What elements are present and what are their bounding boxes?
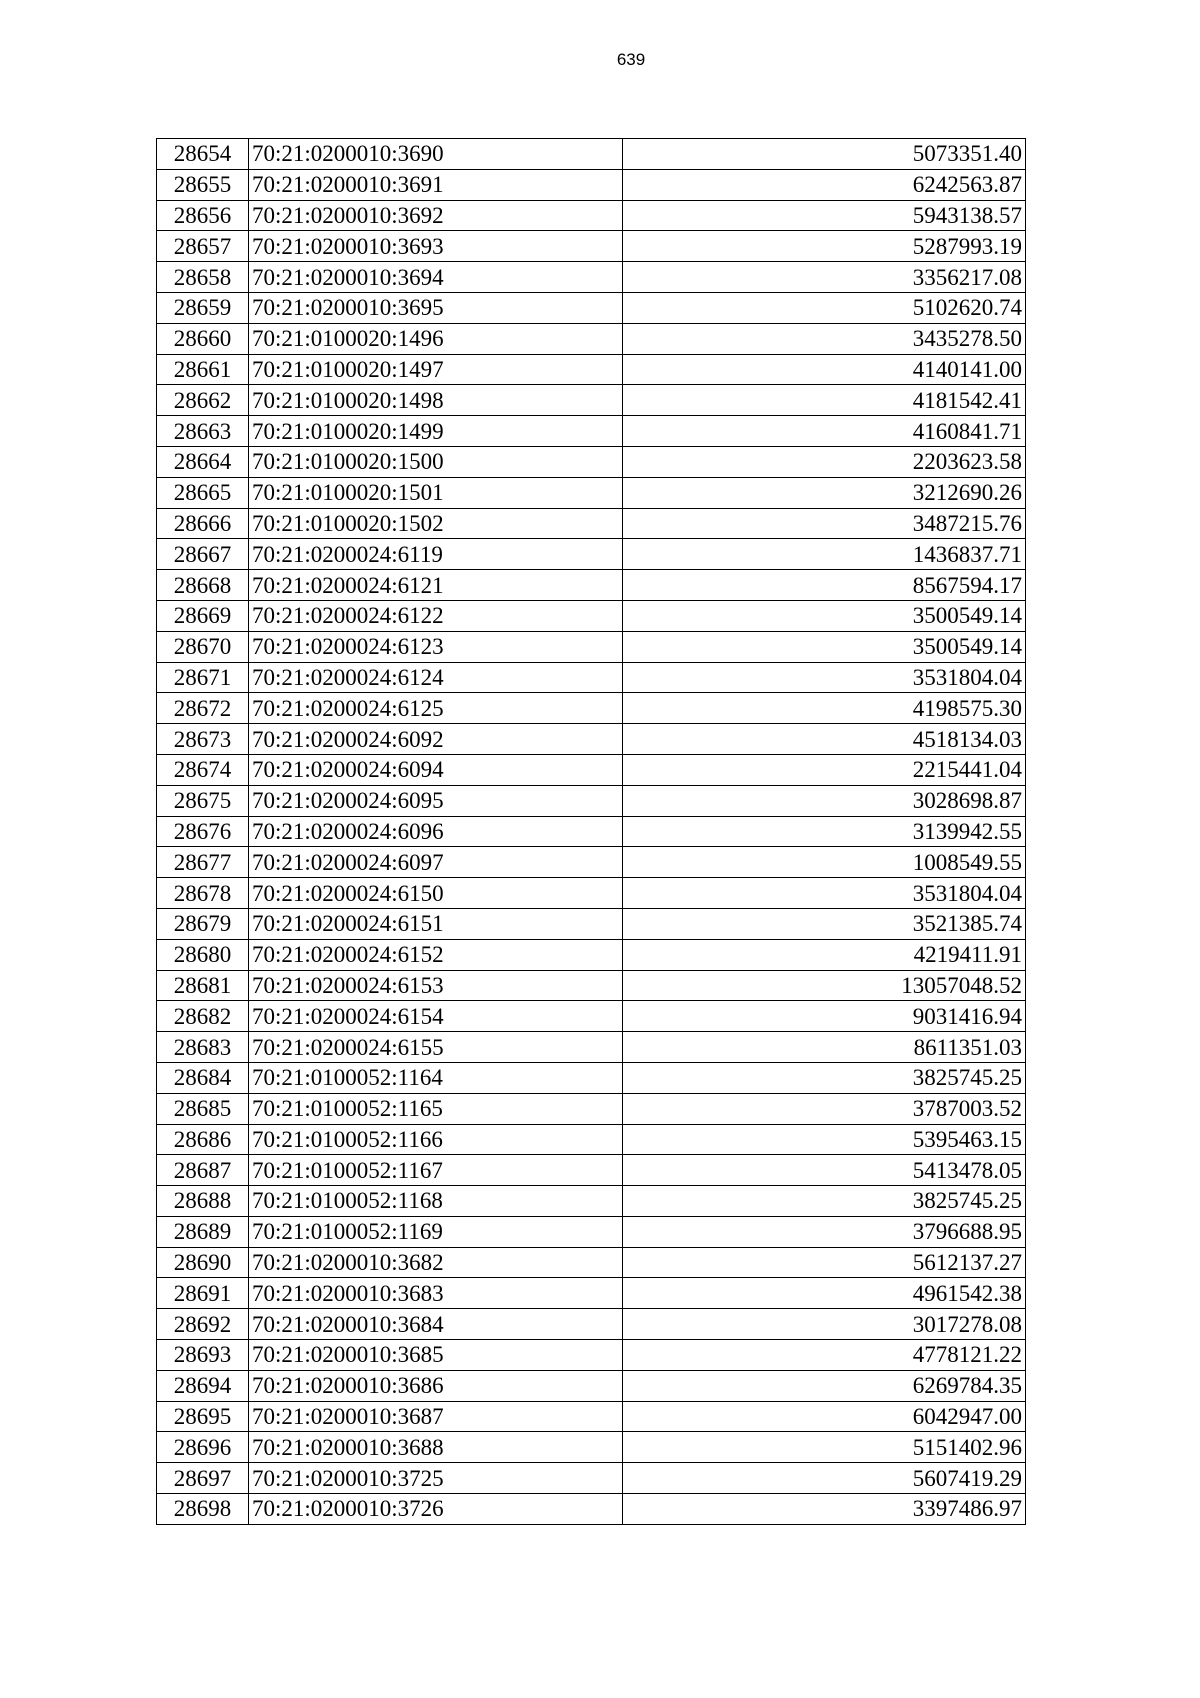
cadastral-number-cell: 70:21:0200010:3691	[249, 169, 623, 200]
cadastral-number-cell: 70:21:0200010:3682	[249, 1247, 623, 1278]
cadastral-number-cell: 70:21:0200010:3686	[249, 1370, 623, 1401]
cadastral-value-cell: 6042947.00	[623, 1401, 1026, 1432]
cadastral-value-cell: 5612137.27	[623, 1247, 1026, 1278]
cadastral-number-cell: 70:21:0200024:6155	[249, 1032, 623, 1063]
row-number-cell: 28655	[157, 169, 249, 200]
row-number-cell: 28686	[157, 1124, 249, 1155]
table-row	[157, 754, 1026, 785]
row-number-cell: 28668	[157, 570, 249, 601]
cadastral-value-cell: 5102620.74	[623, 292, 1026, 323]
cadastral-number-cell: 70:21:0200010:3725	[249, 1463, 623, 1494]
cadastral-value-cell: 5287993.19	[623, 231, 1026, 262]
table-row	[157, 816, 1026, 847]
row-number-cell: 28663	[157, 416, 249, 447]
cadastral-number-cell: 70:21:0200010:3726	[249, 1494, 623, 1525]
table-row	[157, 1001, 1026, 1032]
cadastral-number-cell: 70:21:0100020:1500	[249, 446, 623, 477]
cadastral-number-cell: 70:21:0200024:6097	[249, 847, 623, 878]
table-row	[157, 416, 1026, 447]
row-number-cell: 28664	[157, 446, 249, 477]
cadastral-number-cell: 70:21:0200010:3694	[249, 262, 623, 293]
row-number-cell: 28671	[157, 662, 249, 693]
row-number-cell: 28670	[157, 631, 249, 662]
cadastral-number-cell: 70:21:0100020:1499	[249, 416, 623, 447]
cadastral-value-cell: 5943138.57	[623, 200, 1026, 231]
cadastral-value-cell: 9031416.94	[623, 1001, 1026, 1032]
cadastral-value-cell: 3212690.26	[623, 477, 1026, 508]
table-row	[157, 1216, 1026, 1247]
table-row	[157, 724, 1026, 755]
cadastral-value-cell: 13057048.52	[623, 970, 1026, 1001]
cadastral-value-cell: 3487215.76	[623, 508, 1026, 539]
cadastral-number-cell: 70:21:0200024:6119	[249, 539, 623, 570]
cadastral-value-cell: 4778121.22	[623, 1340, 1026, 1371]
table-row	[157, 1370, 1026, 1401]
table-row	[157, 693, 1026, 724]
table-row	[157, 1155, 1026, 1186]
cadastral-number-cell: 70:21:0200010:3693	[249, 231, 623, 262]
row-number-cell: 28658	[157, 262, 249, 293]
cadastral-number-cell: 70:21:0100020:1502	[249, 508, 623, 539]
table-row	[157, 1340, 1026, 1371]
cadastral-number-cell: 70:21:0100020:1498	[249, 385, 623, 416]
cadastral-number-cell: 70:21:0200024:6121	[249, 570, 623, 601]
cadastral-value-cell: 4140141.00	[623, 354, 1026, 385]
row-number-cell: 28682	[157, 1001, 249, 1032]
row-number-cell: 28688	[157, 1186, 249, 1217]
cadastral-number-cell: 70:21:0200010:3695	[249, 292, 623, 323]
row-number-cell: 28691	[157, 1278, 249, 1309]
cadastral-value-cell: 5395463.15	[623, 1124, 1026, 1155]
table-row	[157, 200, 1026, 231]
row-number-cell: 28665	[157, 477, 249, 508]
table-row	[157, 600, 1026, 631]
row-number-cell: 28659	[157, 292, 249, 323]
table-row	[157, 847, 1026, 878]
cadastral-value-cell: 5073351.40	[623, 139, 1026, 170]
table-row	[157, 1093, 1026, 1124]
table-row	[157, 508, 1026, 539]
row-number-cell: 28679	[157, 908, 249, 939]
table-row	[157, 878, 1026, 909]
cadastral-value-cell: 1008549.55	[623, 847, 1026, 878]
row-number-cell: 28685	[157, 1093, 249, 1124]
cadastral-value-cell: 3139942.55	[623, 816, 1026, 847]
row-number-cell: 28657	[157, 231, 249, 262]
table-row	[157, 908, 1026, 939]
cadastral-value-cell: 1436837.71	[623, 539, 1026, 570]
table-row	[157, 1062, 1026, 1093]
cadastral-value-cell: 4198575.30	[623, 693, 1026, 724]
cadastral-number-cell: 70:21:0200024:6153	[249, 970, 623, 1001]
row-number-cell: 28687	[157, 1155, 249, 1186]
cadastral-number-cell: 70:21:0200024:6125	[249, 693, 623, 724]
cadastral-number-cell: 70:21:0200024:6124	[249, 662, 623, 693]
cadastral-value-cell: 2215441.04	[623, 754, 1026, 785]
row-number-cell: 28693	[157, 1340, 249, 1371]
cadastral-number-cell: 70:21:0100052:1169	[249, 1216, 623, 1247]
cadastral-value-cell: 4160841.71	[623, 416, 1026, 447]
row-number-cell: 28674	[157, 754, 249, 785]
row-number-cell: 28656	[157, 200, 249, 231]
row-number-cell: 28678	[157, 878, 249, 909]
table-row	[157, 231, 1026, 262]
row-number-cell: 28696	[157, 1432, 249, 1463]
row-number-cell: 28666	[157, 508, 249, 539]
cadastral-number-cell: 70:21:0100020:1501	[249, 477, 623, 508]
cadastral-number-cell: 70:21:0200024:6092	[249, 724, 623, 755]
table-row	[157, 446, 1026, 477]
cadastral-number-cell: 70:21:0100020:1496	[249, 323, 623, 354]
cadastral-value-table	[156, 138, 1026, 1525]
table-row	[157, 262, 1026, 293]
row-number-cell: 28692	[157, 1309, 249, 1340]
cadastral-value-cell: 4219411.91	[623, 939, 1026, 970]
cadastral-value-cell: 3028698.87	[623, 785, 1026, 816]
row-number-cell: 28672	[157, 693, 249, 724]
cadastral-value-cell: 5151402.96	[623, 1432, 1026, 1463]
table-body	[157, 139, 1026, 1525]
cadastral-number-cell: 70:21:0100052:1167	[249, 1155, 623, 1186]
row-number-cell: 28662	[157, 385, 249, 416]
table-row	[157, 1401, 1026, 1432]
row-number-cell: 28695	[157, 1401, 249, 1432]
table-row	[157, 1247, 1026, 1278]
row-number-cell: 28680	[157, 939, 249, 970]
cadastral-number-cell: 70:21:0200010:3688	[249, 1432, 623, 1463]
table-row	[157, 939, 1026, 970]
row-number-cell: 28697	[157, 1463, 249, 1494]
page-number: 639	[616, 50, 646, 69]
cadastral-value-cell: 3787003.52	[623, 1093, 1026, 1124]
table-row	[157, 970, 1026, 1001]
cadastral-number-cell: 70:21:0100052:1165	[249, 1093, 623, 1124]
table-row	[157, 539, 1026, 570]
cadastral-number-cell: 70:21:0200010:3684	[249, 1309, 623, 1340]
table-row	[157, 292, 1026, 323]
cadastral-number-cell: 70:21:0200010:3683	[249, 1278, 623, 1309]
row-number-cell: 28661	[157, 354, 249, 385]
cadastral-value-cell: 4181542.41	[623, 385, 1026, 416]
table-row	[157, 1494, 1026, 1525]
table-row	[157, 1432, 1026, 1463]
row-number-cell: 28694	[157, 1370, 249, 1401]
cadastral-number-cell: 70:21:0200010:3690	[249, 139, 623, 170]
cadastral-number-cell: 70:21:0100020:1497	[249, 354, 623, 385]
cadastral-value-cell: 3825745.25	[623, 1186, 1026, 1217]
table-row	[157, 570, 1026, 601]
table-row	[157, 1124, 1026, 1155]
cadastral-value-cell: 4518134.03	[623, 724, 1026, 755]
table-row	[157, 1309, 1026, 1340]
table-row	[157, 385, 1026, 416]
table-row	[157, 1032, 1026, 1063]
cadastral-value-cell: 8611351.03	[623, 1032, 1026, 1063]
cadastral-number-cell: 70:21:0200024:6095	[249, 785, 623, 816]
table-row	[157, 1278, 1026, 1309]
table-row	[157, 139, 1026, 170]
table-row	[157, 662, 1026, 693]
table-row	[157, 354, 1026, 385]
cadastral-number-cell: 70:21:0200024:6150	[249, 878, 623, 909]
cadastral-number-cell: 70:21:0100052:1164	[249, 1062, 623, 1093]
cadastral-value-cell: 3500549.14	[623, 600, 1026, 631]
cadastral-value-cell: 3825745.25	[623, 1062, 1026, 1093]
cadastral-number-cell: 70:21:0200010:3687	[249, 1401, 623, 1432]
row-number-cell: 28669	[157, 600, 249, 631]
row-number-cell: 28681	[157, 970, 249, 1001]
cadastral-number-cell: 70:21:0100052:1166	[249, 1124, 623, 1155]
row-number-cell: 28698	[157, 1494, 249, 1525]
row-number-cell: 28690	[157, 1247, 249, 1278]
row-number-cell: 28654	[157, 139, 249, 170]
row-number-cell: 28660	[157, 323, 249, 354]
row-number-cell: 28684	[157, 1062, 249, 1093]
table-row	[157, 1186, 1026, 1217]
table-row	[157, 169, 1026, 200]
row-number-cell: 28676	[157, 816, 249, 847]
table-row	[157, 785, 1026, 816]
cadastral-number-cell: 70:21:0200024:6152	[249, 939, 623, 970]
cadastral-value-cell: 3531804.04	[623, 662, 1026, 693]
cadastral-value-cell: 3356217.08	[623, 262, 1026, 293]
cadastral-value-cell: 5413478.05	[623, 1155, 1026, 1186]
cadastral-value-cell: 2203623.58	[623, 446, 1026, 477]
cadastral-value-cell: 6269784.35	[623, 1370, 1026, 1401]
cadastral-value-cell: 6242563.87	[623, 169, 1026, 200]
cadastral-value-cell: 3435278.50	[623, 323, 1026, 354]
cadastral-number-cell: 70:21:0200010:3685	[249, 1340, 623, 1371]
cadastral-number-cell: 70:21:0200024:6151	[249, 908, 623, 939]
cadastral-value-cell: 3521385.74	[623, 908, 1026, 939]
cadastral-value-cell: 3500549.14	[623, 631, 1026, 662]
cadastral-number-cell: 70:21:0200010:3692	[249, 200, 623, 231]
cadastral-value-cell: 3397486.97	[623, 1494, 1026, 1525]
row-number-cell: 28667	[157, 539, 249, 570]
row-number-cell: 28683	[157, 1032, 249, 1063]
cadastral-number-cell: 70:21:0200024:6123	[249, 631, 623, 662]
cadastral-number-cell: 70:21:0100052:1168	[249, 1186, 623, 1217]
cadastral-number-cell: 70:21:0200024:6154	[249, 1001, 623, 1032]
cadastral-value-cell: 3017278.08	[623, 1309, 1026, 1340]
row-number-cell: 28675	[157, 785, 249, 816]
cadastral-number-cell: 70:21:0200024:6096	[249, 816, 623, 847]
cadastral-value-cell: 5607419.29	[623, 1463, 1026, 1494]
row-number-cell: 28677	[157, 847, 249, 878]
cadastral-value-cell: 3796688.95	[623, 1216, 1026, 1247]
cadastral-value-cell: 8567594.17	[623, 570, 1026, 601]
table-row	[157, 323, 1026, 354]
cadastral-value-cell: 4961542.38	[623, 1278, 1026, 1309]
cadastral-number-cell: 70:21:0200024:6094	[249, 754, 623, 785]
cadastral-value-cell: 3531804.04	[623, 878, 1026, 909]
row-number-cell: 28689	[157, 1216, 249, 1247]
row-number-cell: 28673	[157, 724, 249, 755]
table-row	[157, 631, 1026, 662]
table-row	[157, 1463, 1026, 1494]
table-row	[157, 477, 1026, 508]
cadastral-number-cell: 70:21:0200024:6122	[249, 600, 623, 631]
